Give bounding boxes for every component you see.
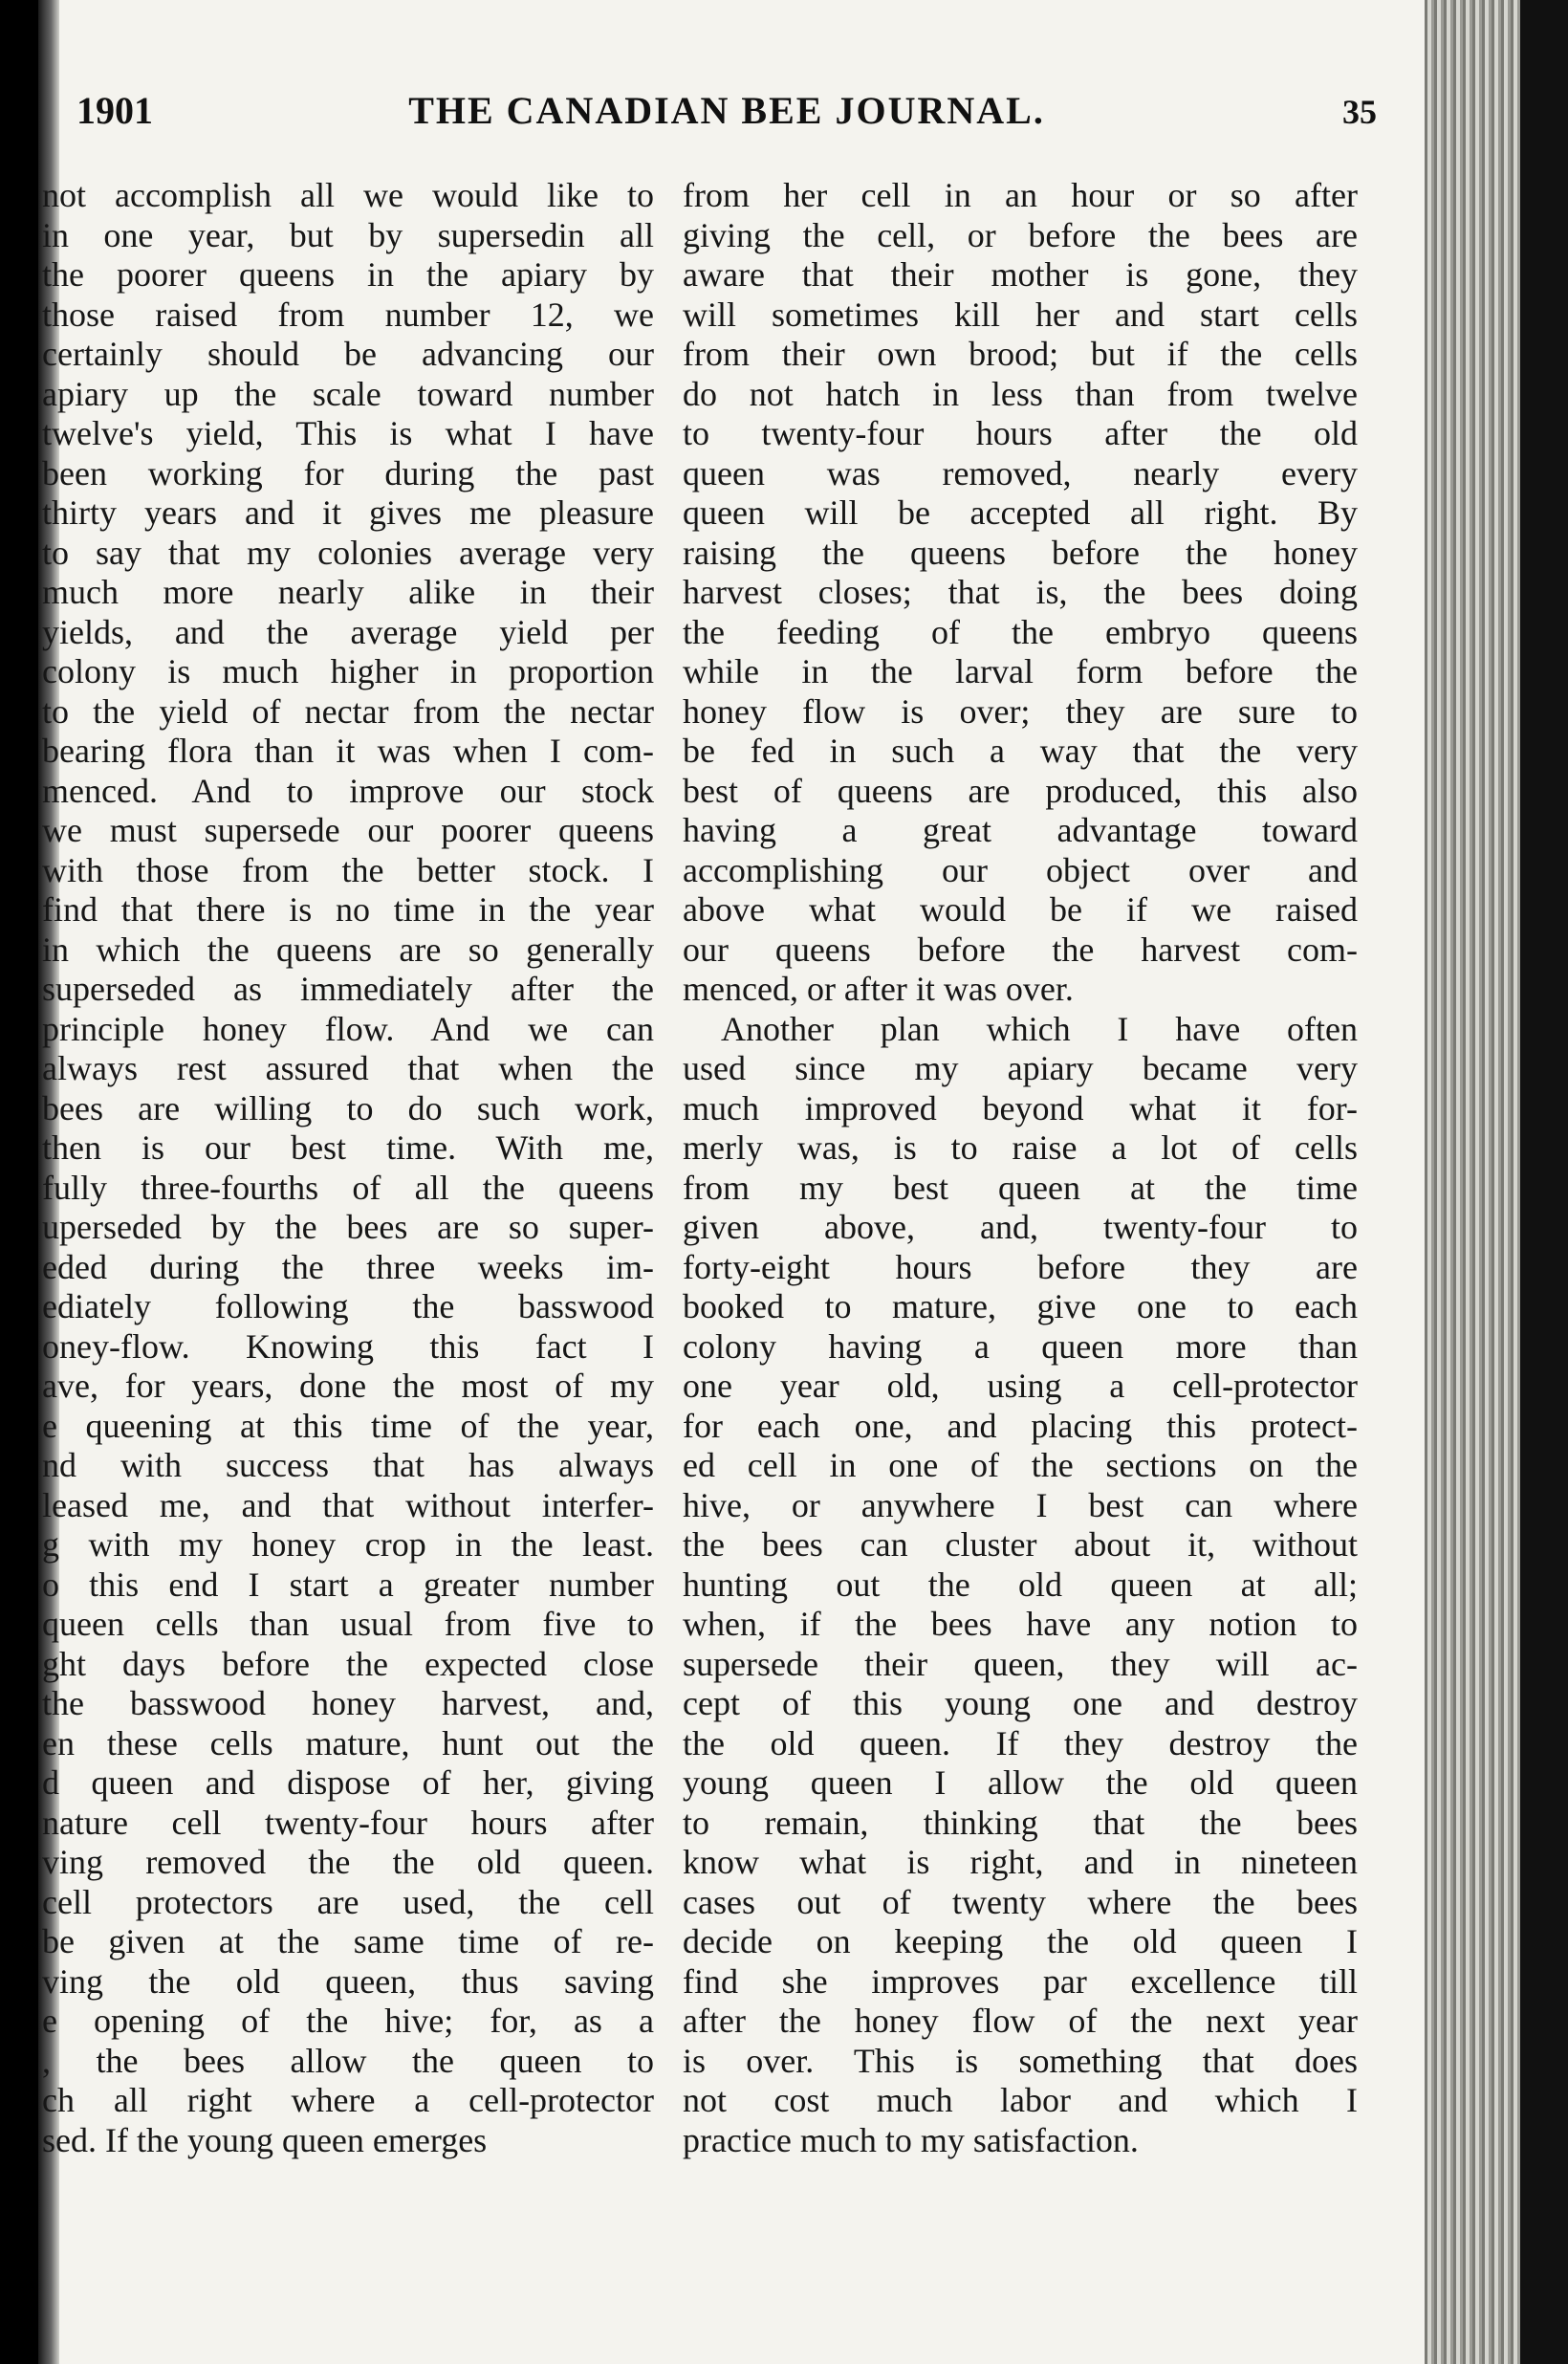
text-line: cell protectors are used, the cell <box>42 1882 654 1921</box>
text-line: to the yield of nectar from the nectar <box>42 691 654 731</box>
text-line: not cost much labor and which I <box>683 2081 1358 2119</box>
left-text-column <box>38 176 654 2160</box>
text-line: to remain, thinking that the bees <box>683 1803 1358 1842</box>
text-line: oney-flow. Knowing this fact I <box>42 1326 654 1366</box>
text-line: for each one, and placing this protect- <box>683 1406 1358 1445</box>
text-line: then is our best time. With me, <box>42 1128 654 1167</box>
text-line: our queens before the harvest com- <box>683 930 1358 969</box>
text-line: uperseded by the bees are so super- <box>42 1208 654 1246</box>
text-line: leased me, and that without interfer- <box>42 1485 654 1524</box>
text-line: e queening at this time of the year, <box>42 1406 654 1445</box>
text-line: accomplishing our object over and <box>683 850 1358 889</box>
text-line: raising the queens before the honey <box>683 533 1358 572</box>
text-line: is over. This is something that does <box>683 2041 1358 2080</box>
text-line: merly was, is to raise a lot of cells <box>683 1128 1358 1167</box>
text-line: we must supersede our poorer queens <box>42 811 654 849</box>
text-line: booked to mature, give one to each <box>683 1287 1358 1325</box>
text-line: in one year, but by supersedin all <box>42 215 654 254</box>
text-line: ch all right where a cell-protector <box>42 2081 654 2119</box>
text-line: thirty years and it gives me pleasure <box>42 493 654 532</box>
right-text-column <box>683 176 1358 2160</box>
text-line: cases out of twenty where the bees <box>683 1882 1358 1921</box>
text-line: ving the old queen, thus saving <box>42 1961 654 2001</box>
text-line: ght days before the expected close <box>42 1644 654 1683</box>
text-line: principle honey flow. And we can <box>42 1009 654 1048</box>
text-line: to twenty-four hours after the old <box>683 414 1358 452</box>
text-line: one year old, using a cell-protector <box>683 1367 1358 1405</box>
text-line: will sometimes kill her and start cells <box>683 295 1358 334</box>
text-line: o this end I start a greater number <box>42 1565 654 1604</box>
text-line: honey flow is over; they are sure to <box>683 691 1358 731</box>
text-line: be given at the same time of re- <box>42 1922 654 1960</box>
text-line: supersede their queen, they will ac- <box>683 1644 1358 1683</box>
text-line: best of queens are produced, this also <box>683 771 1358 810</box>
text-line: those raised from number 12, we <box>42 295 654 334</box>
text-line: menced, or after it was over. <box>683 970 1074 1008</box>
text-line: the basswood honey harvest, and, <box>42 1684 654 1722</box>
text-line: certainly should be advancing our <box>42 335 654 373</box>
text-line: used since my apiary became very <box>683 1049 1358 1087</box>
text-line: harvest closes; that is, the bees doing <box>683 573 1358 611</box>
running-header <box>76 88 1377 145</box>
text-line: after the honey flow of the next year <box>683 2002 1358 2040</box>
text-line: sed. If the young queen emerges <box>42 2120 488 2159</box>
text-line: from her cell in an hour or so after <box>683 176 1358 214</box>
background-edge <box>1520 0 1568 2364</box>
text-line: be fed in such a way that the very <box>683 732 1358 770</box>
text-line: always rest assured that when the <box>42 1049 654 1087</box>
text-line: bees are willing to do such work, <box>42 1088 654 1127</box>
text-line: giving the cell, or before the bees are <box>683 215 1358 254</box>
text-line: forty-eight hours before they are <box>683 1247 1358 1286</box>
text-line: , the bees allow the queen to <box>42 2041 654 2080</box>
text-line: much more nearly alike in their <box>42 573 654 611</box>
header-year: 1901 <box>76 89 153 132</box>
text-line: hive, or anywhere I best can where <box>683 1485 1358 1524</box>
text-line: colony is much higher in proportion <box>42 652 654 690</box>
text-line: e opening of the hive; for, as a <box>42 2002 654 2040</box>
text-line: cept of this young one and destroy <box>683 1684 1358 1722</box>
text-line: in which the queens are so generally <box>42 930 654 969</box>
text-line: queen was removed, nearly every <box>683 453 1358 492</box>
text-line: ving removed the the old queen. <box>42 1843 654 1881</box>
text-line: been working for during the past <box>42 453 654 492</box>
text-line: g with my honey crop in the least. <box>42 1525 654 1564</box>
text-line: do not hatch in less than from twelve <box>683 374 1358 413</box>
text-line: colony having a queen more than <box>683 1326 1358 1366</box>
text-line: from their own brood; but if the cells <box>683 335 1358 373</box>
text-line: with those from the better stock. I <box>42 850 654 889</box>
text-line: having a great advantage toward <box>683 811 1358 849</box>
text-line: ediately following the basswood <box>42 1287 654 1325</box>
text-line: much improved beyond what it for- <box>683 1088 1358 1127</box>
text-line: to say that my colonies average very <box>42 533 654 572</box>
text-line: yields, and the average yield per <box>42 612 654 651</box>
journal-title: THE CANADIAN BEE JOURNAL. <box>408 89 1045 132</box>
text-line: the poorer queens in the apiary by <box>42 255 654 294</box>
text-line: find she improves par excellence till <box>683 1961 1358 2001</box>
book-page <box>38 0 1425 2364</box>
text-line: superseded as immediately after the <box>42 970 654 1008</box>
text-line: hunting out the old queen at all; <box>683 1565 1358 1604</box>
text-line: Another plan which I have often <box>721 1009 1358 1048</box>
text-line: twelve's yield, This is what I have <box>42 414 654 452</box>
text-line: know what is right, and in nineteen <box>683 1843 1358 1881</box>
text-line: while in the larval form before the <box>683 652 1358 690</box>
text-line: nature cell twenty-four hours after <box>42 1803 654 1842</box>
text-line: en these cells mature, hunt out the <box>42 1723 654 1762</box>
text-line: queen will be accepted all right. By <box>683 493 1358 532</box>
text-line: apiary up the scale toward number <box>42 374 654 413</box>
text-line: fully three-fourths of all the queens <box>42 1168 654 1207</box>
text-line: given above, and, twenty-four to <box>683 1208 1358 1246</box>
text-line: when, if the bees have any notion to <box>683 1605 1358 1643</box>
text-line: young queen I allow the old queen <box>683 1763 1358 1802</box>
text-line: above what would be if we raised <box>683 890 1358 929</box>
text-line: nd with success that has always <box>42 1446 654 1484</box>
page-number: 35 <box>1342 93 1377 131</box>
text-line: menced. And to improve our stock <box>42 771 654 810</box>
text-line: the old queen. If they destroy the <box>683 1723 1358 1762</box>
text-line: the bees can cluster about it, without <box>683 1525 1358 1564</box>
text-line: queen cells than usual from five to <box>42 1605 654 1643</box>
text-line: practice much to my satisfaction. <box>683 2120 1139 2159</box>
text-line: ed cell in one of the sections on the <box>683 1446 1358 1484</box>
text-line: ave, for years, done the most of my <box>42 1367 654 1405</box>
text-line: the feeding of the embryo queens <box>683 612 1358 651</box>
text-line: from my best queen at the time <box>683 1168 1358 1207</box>
text-line: decide on keeping the old queen I <box>683 1922 1358 1960</box>
text-line: eded during the three weeks im- <box>42 1247 654 1286</box>
text-line: not accomplish all we would like to <box>42 176 654 214</box>
text-line: aware that their mother is gone, they <box>683 255 1358 294</box>
text-line: bearing flora than it was when I com- <box>42 732 654 770</box>
text-line: find that there is no time in the year <box>42 890 654 929</box>
text-line: d queen and dispose of her, giving <box>42 1763 654 1802</box>
